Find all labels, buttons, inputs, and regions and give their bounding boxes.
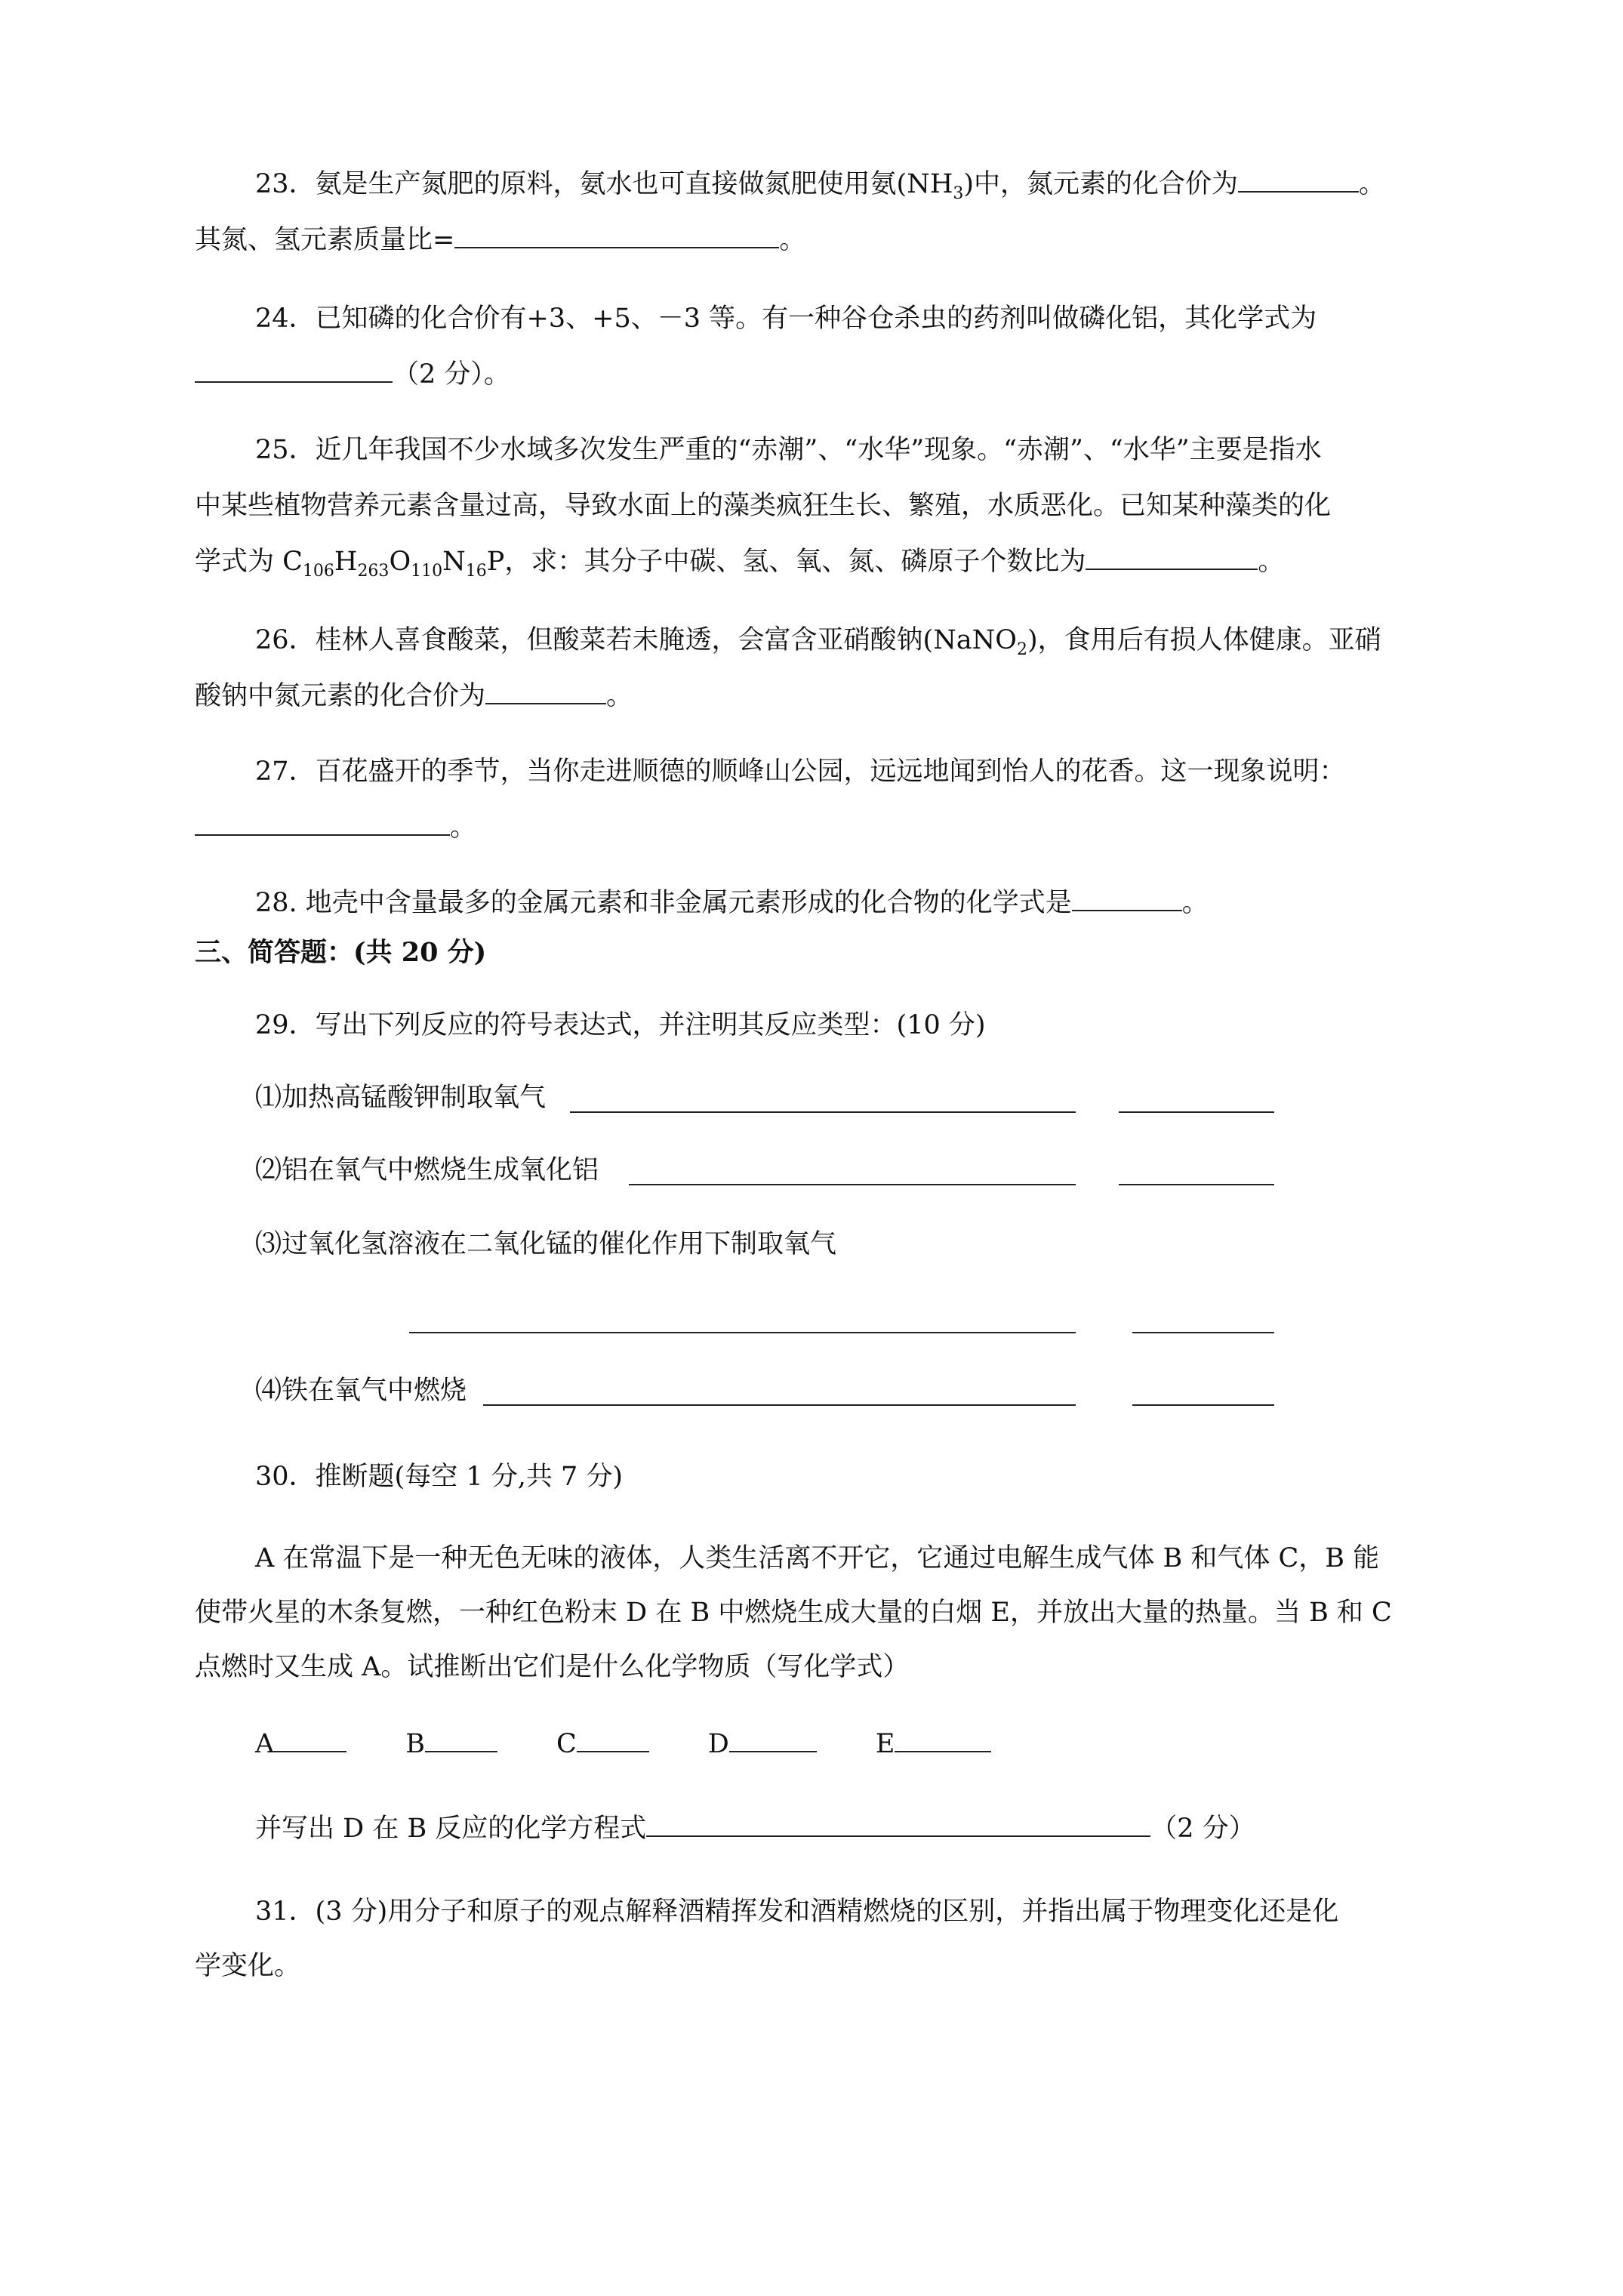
q26-blank-valence[interactable] xyxy=(485,680,606,704)
q30-title: 30．推断题(每空 1 分,共 7 分) xyxy=(255,1462,624,1492)
q25-formula-c: 学式为 C xyxy=(195,547,303,577)
q29-item3-equation-blank[interactable] xyxy=(409,1330,1076,1333)
q30-blank-e[interactable] xyxy=(895,1728,991,1752)
q25-line2: 中某些植物营养元素含量过高，导致水面上的藻类疯狂生长、繁殖，水质恶化。已知某种藻类的化 xyxy=(195,491,1332,521)
q30-opt-e-label: E xyxy=(875,1729,895,1759)
section-3-title: 三、简答题：(共 20 分) xyxy=(195,937,487,968)
q25-sub-n: 16 xyxy=(465,562,487,581)
q30-eq-score: （2 分） xyxy=(1150,1814,1255,1844)
q30-para3: 点燃时又生成 A。试推断出它们是什么化学物质（写化学式） xyxy=(195,1652,910,1682)
q24-line2 xyxy=(195,358,510,391)
q25-sub-h: 263 xyxy=(357,562,390,581)
q28-line1 xyxy=(255,886,1209,920)
q26-text-c: 酸钠中氮元素的化合价为 xyxy=(195,681,486,711)
q23-text-b: )中，氮元素的化合价为 xyxy=(963,169,1238,199)
q30-opt-b-label: B xyxy=(405,1729,426,1759)
q30-para1: A 在常温下是一种无色无味的液体，人类生活离不开它，它通过电解生成气体 B 和气体 C，B 能 xyxy=(255,1543,1380,1573)
q30-eq-label: 并写出 D 在 B 反应的化学方程式 xyxy=(255,1814,647,1844)
q25-sub-o: 110 xyxy=(411,562,443,581)
q26-text-b: )，食用后有损人体健康。亚硝 xyxy=(1027,625,1381,655)
q29-item2-type-blank[interactable] xyxy=(1119,1182,1274,1185)
q26-text-a: 26．桂林人喜食酸菜，但酸菜若未腌透，会富含亚硝酸钠(NaNO xyxy=(255,625,1018,655)
q27-line1: 27．百花盛开的季节，当你走进顺德的顺峰山公园，远远地闻到怡人的花香。这一现象说明： xyxy=(255,757,1346,787)
q30-opt-d-label: D xyxy=(707,1729,729,1759)
q29-item2-equation-blank[interactable] xyxy=(629,1182,1076,1185)
q25-formula-h: H xyxy=(334,547,358,577)
q29-item1-type-blank[interactable] xyxy=(1119,1110,1274,1113)
q30-opt-b xyxy=(405,1727,497,1761)
q29-item4-type-blank[interactable] xyxy=(1132,1403,1274,1406)
q30-para2: 使带火星的木条复燃，一种红色粉末 D 在 B 中燃烧生成大量的白烟 E，并放出大量的热量。当 B 和 C xyxy=(195,1598,1392,1628)
q30-answers xyxy=(255,1727,1050,1761)
q25-sub-c: 106 xyxy=(302,562,334,581)
q28-end: 。 xyxy=(1181,888,1209,918)
q26-line1 xyxy=(255,624,1381,657)
q30-opt-e xyxy=(876,1727,992,1761)
q25-formula-o: O xyxy=(389,547,411,577)
q25-end: 。 xyxy=(1258,547,1285,577)
q30-opt-a-label: A xyxy=(255,1729,275,1759)
q28-text: 28. 地壳中含量最多的金属元素和非金属元素形成的化合物的化学式是 xyxy=(255,888,1072,918)
q29-item2: ⑵铝在氧气中燃烧生成氧化铝 xyxy=(255,1155,599,1185)
q25-line3 xyxy=(195,545,1285,581)
q30-blank-a[interactable] xyxy=(274,1728,346,1752)
q31-line1: 31．(3 分)用分子和原子的观点解释酒精挥发和酒精燃烧的区别，并指出属于物理变化还是化 xyxy=(255,1897,1339,1927)
q30-equation-line xyxy=(255,1812,1255,1845)
q27-blank-explanation[interactable] xyxy=(195,812,450,836)
q30-blank-d[interactable] xyxy=(729,1728,817,1752)
q25-text-b: P，求：其分子中碳、氢、氧、氮、磷原子个数比为 xyxy=(486,547,1086,577)
q29-item1: ⑴加热高锰酸钾制取氧气 xyxy=(255,1083,547,1113)
q24-score: （2 分）。 xyxy=(393,359,510,390)
q25-blank-ratio[interactable] xyxy=(1086,546,1258,570)
q24-line1: 24．已知磷的化合价有+3、+5、－3 等。有一种谷仓杀虫的药剂叫做磷化铝，其化学式为 xyxy=(255,304,1317,334)
q29-item4: ⑷铁在氧气中燃烧 xyxy=(255,1376,467,1406)
q23-line2 xyxy=(195,223,805,257)
q23-line1 xyxy=(255,168,1385,201)
q27-line2 xyxy=(195,811,476,844)
q29-item3: ⑶过氧化氢溶液在二氧化锰的催化作用下制取氧气 xyxy=(255,1229,837,1259)
q23-subscript: 3 xyxy=(953,184,964,203)
q29-item3-type-blank[interactable] xyxy=(1132,1330,1274,1333)
q29-item4-equation-blank[interactable] xyxy=(483,1403,1076,1406)
q27-end: 。 xyxy=(450,812,477,843)
q30-blank-equation[interactable] xyxy=(646,1813,1150,1837)
q31-line2: 学变化。 xyxy=(195,1951,301,1981)
q30-blank-b[interactable] xyxy=(425,1728,497,1752)
q30-blank-c[interactable] xyxy=(577,1728,649,1752)
q25-line1: 25．近几年我国不少水域多次发生严重的“赤潮”、“水华”现象。“赤潮”、“水华”主要是指水 xyxy=(255,435,1322,465)
q26-subscript: 2 xyxy=(1017,640,1028,659)
q23-text-a: 23．氨是生产氮肥的原料，氨水也可直接做氮肥使用氨(NH xyxy=(255,169,953,199)
q25-formula-n: N xyxy=(442,547,466,577)
q29-item1-equation-blank[interactable] xyxy=(570,1110,1076,1113)
q26-end: 。 xyxy=(606,681,633,711)
q23-blank-ratio[interactable] xyxy=(454,224,779,248)
q23-blank-valence[interactable] xyxy=(1238,168,1359,193)
q23-end: 。 xyxy=(1359,169,1386,199)
q28-blank-formula[interactable] xyxy=(1072,887,1182,911)
q26-line2 xyxy=(195,680,633,713)
q24-blank-formula[interactable] xyxy=(195,359,393,383)
q30-opt-a xyxy=(255,1727,346,1761)
q30-opt-c-label: C xyxy=(556,1729,577,1759)
q30-opt-d xyxy=(708,1727,817,1761)
q29-title: 29．写出下列反应的符号表达式，并注明其反应类型：(10 分) xyxy=(255,1010,986,1040)
q23-text-c: 其氮、氢元素质量比= xyxy=(195,225,455,255)
q30-opt-c xyxy=(556,1727,649,1761)
q23-end2: 。 xyxy=(779,225,806,255)
